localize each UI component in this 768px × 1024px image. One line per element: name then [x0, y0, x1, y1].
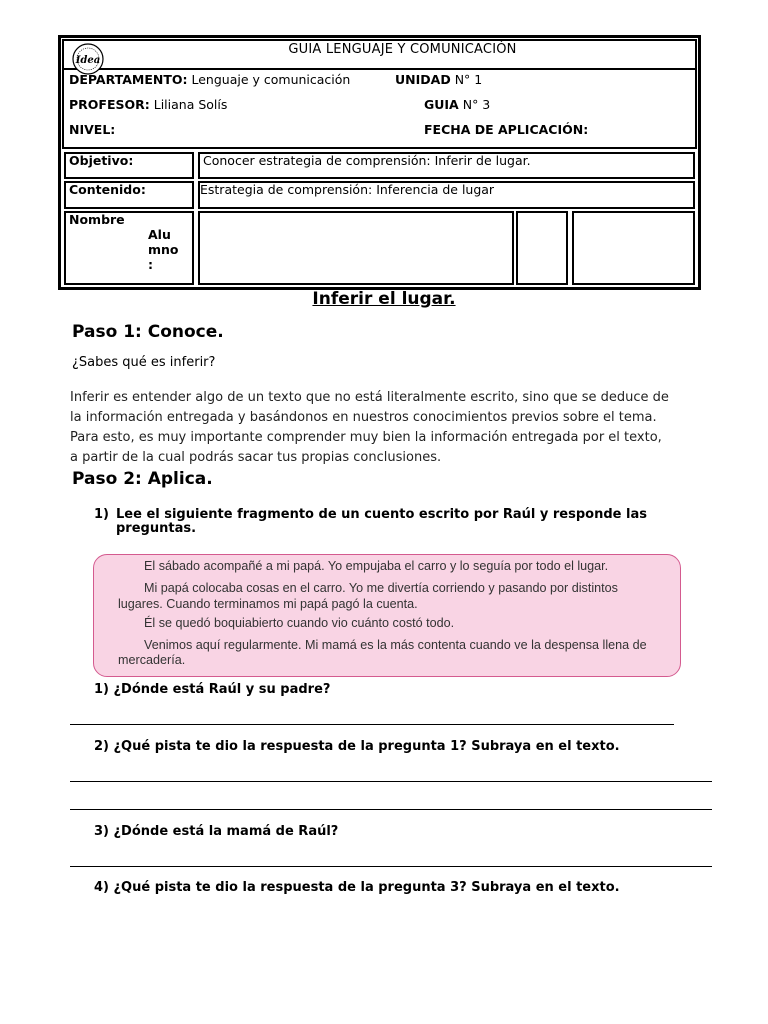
paso2-heading: Paso 2: Aplica. — [72, 469, 213, 489]
guia-label: GUIA — [424, 97, 459, 112]
fecha-label: FECHA DE APLICACIÓN: — [424, 122, 589, 137]
instruction-line-1: Lee el siguiente fragmento de un cuento escrito por Raúl y responde las — [116, 507, 647, 522]
page-title — [0, 289, 768, 309]
fecha-row — [424, 122, 588, 137]
school-logo-icon — [66, 42, 110, 76]
story-paragraph-4b: mercadería. — [118, 653, 186, 667]
page-title-text: Inferir el lugar. — [312, 289, 456, 309]
profesor-value: Liliana Solís — [153, 97, 228, 112]
story-paragraph-3: Él se quedó boquiabierto cuando vio cuánto costó todo. — [144, 616, 455, 630]
question-4: 4) ¿Qué pista te dio la respuesta de la pregunta 3? Subraya en el texto. — [94, 880, 620, 895]
unidad-row — [395, 72, 482, 87]
guide-title: GUIA LENGUAJE Y COMUNICACIÓN — [288, 42, 517, 57]
nivel-label: NIVEL: — [69, 122, 116, 137]
contenido-label: Contenido: — [69, 182, 146, 197]
instruction-line-2: preguntas. — [116, 521, 197, 536]
answer-line-3[interactable] — [70, 866, 712, 867]
story-paragraph-1: El sábado acompañé a mi papá. Yo empujaba el carro y lo seguía por todo el lugar. — [144, 559, 609, 573]
paragraph-line: a partir de la cual podrás sacar tus propias conclusiones. — [70, 450, 442, 465]
instruction-number: 1) — [94, 507, 109, 522]
guia-value: N° 3 — [462, 97, 491, 112]
question-1: 1) ¿Dónde está Raúl y su padre? — [94, 682, 331, 697]
nombre-value-cell[interactable] — [198, 211, 514, 285]
departamento-row — [69, 72, 350, 87]
story-paragraph-4a: Venimos aquí regularmente. Mi mamá es la más contenta cuando ve la despensa llena de — [144, 638, 647, 652]
objetivo-value: Conocer estrategia de comprensión: Inferir de lugar. — [203, 153, 531, 168]
paso1-heading: Paso 1: Conoce. — [72, 322, 224, 342]
contenido-value: Estrategia de comprensión: Inferencia de lugar — [200, 182, 495, 197]
instruction — [94, 508, 714, 536]
curso-cell[interactable] — [516, 211, 568, 285]
answer-line-2a[interactable] — [70, 781, 712, 782]
question-3: 3) ¿Dónde está la mamá de Raúl? — [94, 824, 339, 839]
story-paragraph-2a: Mi papá colocaba cosas en el carro. Yo me divertía corriendo y pasando por distintos — [144, 581, 618, 595]
departamento-label: DEPARTAMENTO: — [69, 72, 188, 87]
paragraph-line: Inferir es entender algo de un texto que no está literalmente escrito, sino que se deduce de — [70, 390, 669, 405]
unidad-value: N° 1 — [454, 72, 483, 87]
paragraph-line: la información entregada y basándonos en nuestros conocimientos previos sobre el tema. — [70, 410, 657, 425]
profesor-label: PROFESOR: — [69, 97, 150, 112]
logo-text: Idea — [75, 55, 101, 66]
profesor-row — [69, 97, 227, 112]
guia-row — [424, 97, 490, 112]
answer-line-2b[interactable] — [70, 809, 712, 810]
inferir-paragraph — [70, 388, 718, 468]
question-2: 2) ¿Qué pista te dio la respuesta de la pregunta 1? Subraya en el texto. — [94, 739, 620, 754]
objetivo-label: Objetivo: — [69, 153, 134, 168]
nombre-label-colon: : — [148, 257, 153, 272]
nombre-label-alu: Alu — [148, 227, 171, 242]
story-box — [93, 554, 681, 677]
unidad-label: UNIDAD — [395, 72, 451, 87]
inferir-question: ¿Sabes qué es inferir? — [72, 355, 216, 370]
answer-line-1[interactable] — [70, 724, 674, 725]
fecha-cell[interactable] — [572, 211, 695, 285]
nombre-label: Nombre — [69, 212, 125, 227]
departamento-value: Lenguaje y comunicación — [191, 72, 351, 87]
paragraph-line: Para esto, es muy importante comprender muy bien la información entregada por el texto, — [70, 430, 662, 445]
nombre-label-mno: mno — [148, 242, 179, 257]
nivel-row — [69, 122, 115, 137]
story-paragraph-2b: lugares. Cuando terminamos mi papá pagó la cuenta. — [118, 597, 418, 611]
